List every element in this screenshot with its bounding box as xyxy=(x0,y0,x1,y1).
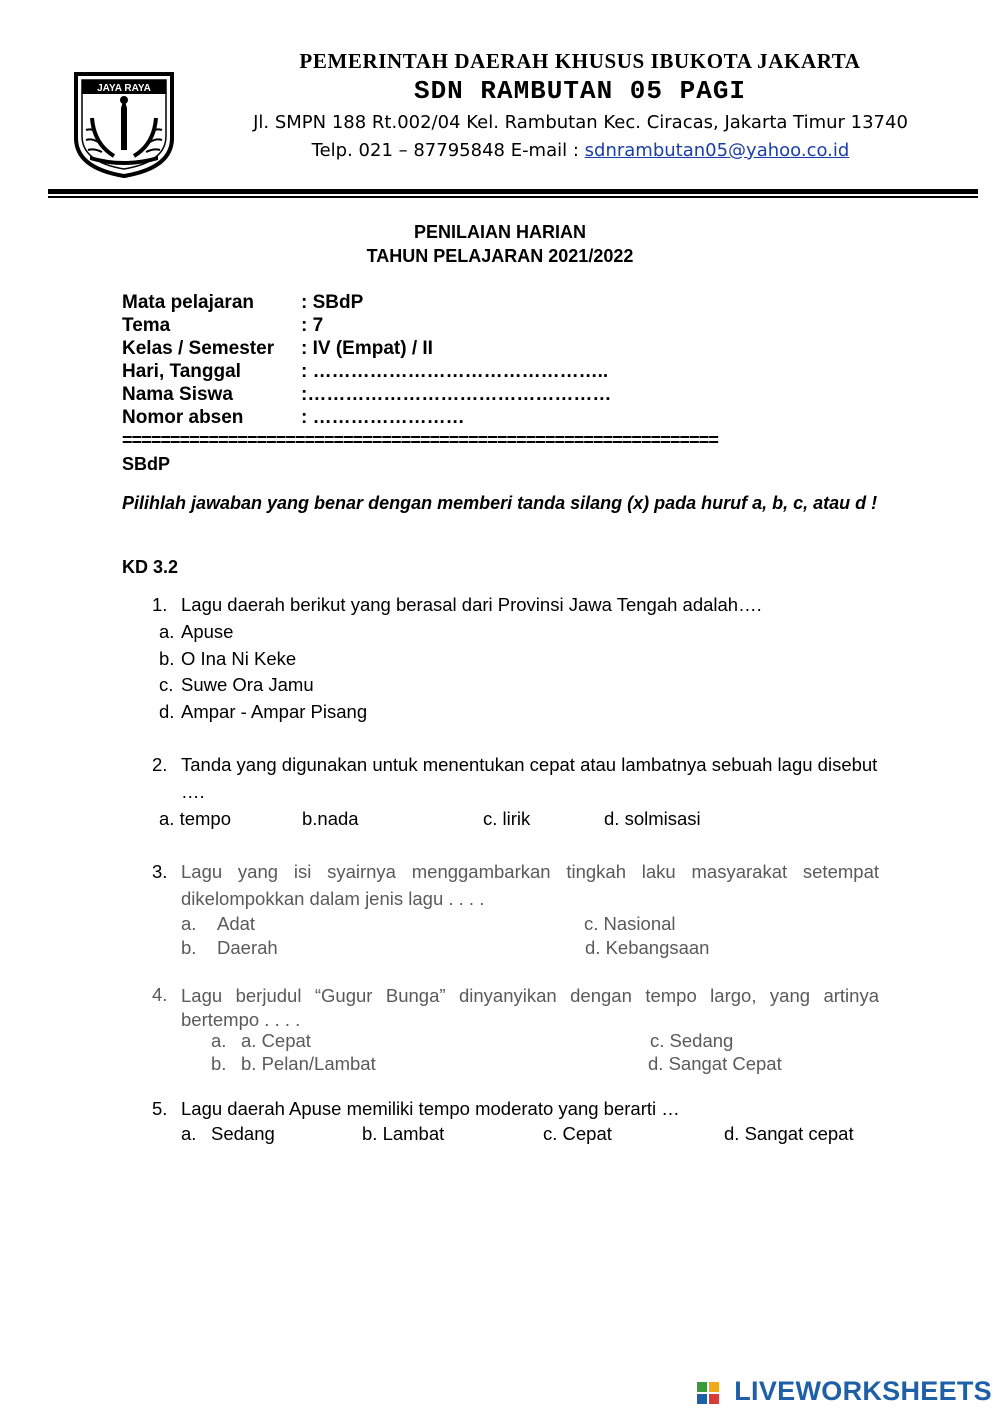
question-5-number: 5. xyxy=(152,1098,168,1119)
school-name: SDN RAMBUTAN 05 PAGI xyxy=(413,76,747,106)
liveworksheets-logo-icon xyxy=(696,1381,720,1405)
q1-option-c[interactable]: Suwe Ora Jamu xyxy=(181,674,314,695)
school-contact xyxy=(228,140,933,161)
question-5-text: Lagu daerah Apuse memiliki tempo moderato yang berarti … xyxy=(181,1098,680,1119)
q4-option-a-letter[interactable]: a. xyxy=(211,1030,227,1051)
q3-option-d[interactable]: d. Kebangsaan xyxy=(585,937,710,958)
value-date[interactable]: : ……………………………………….. xyxy=(301,361,609,382)
phone-text: Telp. 021 – 87795848 E-mail : xyxy=(311,140,585,161)
label-student-name: Nama Siswa xyxy=(122,384,233,405)
q1-option-a[interactable]: Apuse xyxy=(181,621,234,642)
kd-heading: KD 3.2 xyxy=(122,557,179,577)
question-3-number: 3. xyxy=(152,861,168,882)
question-4-text: Lagu berjudul “Gugur Bunga” dinyanyikan dengan tempo largo, yang artinya bertempo . . . . xyxy=(181,985,879,1030)
q1-option-b[interactable]: O Ina Ni Keke xyxy=(181,648,297,669)
q2-option-c[interactable]: c. lirik xyxy=(483,808,531,829)
value-theme: : 7 xyxy=(301,315,324,336)
q1-option-b-letter[interactable]: b. xyxy=(159,648,175,669)
q4-option-d[interactable]: d. Sangat Cepat xyxy=(648,1053,782,1074)
subject-heading: SBdP xyxy=(122,454,171,474)
q4-option-c[interactable]: c. Sedang xyxy=(650,1030,734,1051)
q4-option-b-letter[interactable]: b. xyxy=(211,1053,227,1074)
svg-text:JAYA RAYA: JAYA RAYA xyxy=(97,83,151,94)
value-student-name[interactable]: :………………………………………… xyxy=(301,384,612,405)
header-divider-thick xyxy=(48,189,978,194)
q3-option-b[interactable]: Daerah xyxy=(217,937,278,958)
label-theme: Tema xyxy=(122,315,171,336)
question-3-text: Lagu yang isi syairnya menggambarkan tingkah laku masyarakat setempat dikelompokkan dalam jenis lagu . . . . xyxy=(181,861,879,909)
school-address: Jl. SMPN 188 Rt.002/04 Kel. Rambutan Kec. Ciracas, Jakarta Timur 13740 xyxy=(253,112,908,133)
label-subject: Mata pelajaran xyxy=(122,292,254,313)
q1-option-d[interactable]: Ampar - Ampar Pisang xyxy=(181,701,368,722)
q2-option-a[interactable]: a. tempo xyxy=(159,808,231,829)
government-name: PEMERINTAH DAERAH KHUSUS IBUKOTA JAKARTA xyxy=(299,49,861,73)
label-class: Kelas / Semester xyxy=(122,338,275,359)
question-1-number: 1. xyxy=(152,594,168,615)
question-2-text: Tanda yang digunakan untuk menentukan cepat atau lambatnya sebuah lagu disebut …. xyxy=(181,754,878,802)
question-2-number: 2. xyxy=(152,754,168,775)
header-divider-thin xyxy=(48,196,978,198)
q1-option-c-letter[interactable]: c. xyxy=(159,674,174,695)
q5-option-a-letter[interactable]: a. xyxy=(181,1123,197,1144)
q4-option-b[interactable]: b. Pelan/Lambat xyxy=(241,1053,376,1074)
q3-option-a-letter[interactable]: a. xyxy=(181,913,197,934)
q3-option-b-letter[interactable]: b. xyxy=(181,937,197,958)
q2-option-d[interactable]: d. solmisasi xyxy=(604,808,701,829)
value-roll-number[interactable]: : …………………… xyxy=(301,407,465,428)
school-year: TAHUN PELAJARAN 2021/2022 xyxy=(366,246,634,266)
q5-option-a[interactable]: Sedang xyxy=(211,1123,275,1144)
school-logo xyxy=(70,68,178,180)
value-class: : IV (Empat) / II xyxy=(301,338,433,359)
q3-option-a[interactable]: Adat xyxy=(217,913,256,934)
q5-option-b[interactable]: b. Lambat xyxy=(362,1123,445,1144)
exam-title: PENILAIAN HARIAN xyxy=(413,222,586,242)
liveworksheets-brand: LIVEWORKSHEETS xyxy=(734,1376,992,1406)
q4-option-a[interactable]: a. Cepat xyxy=(241,1030,311,1051)
question-1-text: Lagu daerah berikut yang berasal dari Provinsi Jawa Tengah adalah…. xyxy=(181,594,762,615)
q2-option-b[interactable]: b.nada xyxy=(302,808,359,829)
q5-option-d[interactable]: d. Sangat cepat xyxy=(724,1123,854,1144)
email-link[interactable]: sdnrambutan05@yahoo.co.id xyxy=(584,140,850,161)
q1-option-d-letter[interactable]: d. xyxy=(159,701,175,722)
question-4-number: 4. xyxy=(152,984,168,1005)
instruction: Pilihlah jawaban yang benar dengan memberi tanda silang (x) pada huruf a, b, c, atau d ! xyxy=(122,493,878,513)
q1-option-a-letter[interactable]: a. xyxy=(159,621,175,642)
label-roll-number: Nomor absen xyxy=(122,407,244,428)
separator-line: ============================================================== xyxy=(122,430,718,450)
q3-option-c[interactable]: c. Nasional xyxy=(584,913,676,934)
value-subject: : SBdP xyxy=(301,292,364,313)
label-date: Hari, Tanggal xyxy=(122,361,241,382)
q5-option-c[interactable]: c. Cepat xyxy=(543,1123,612,1144)
